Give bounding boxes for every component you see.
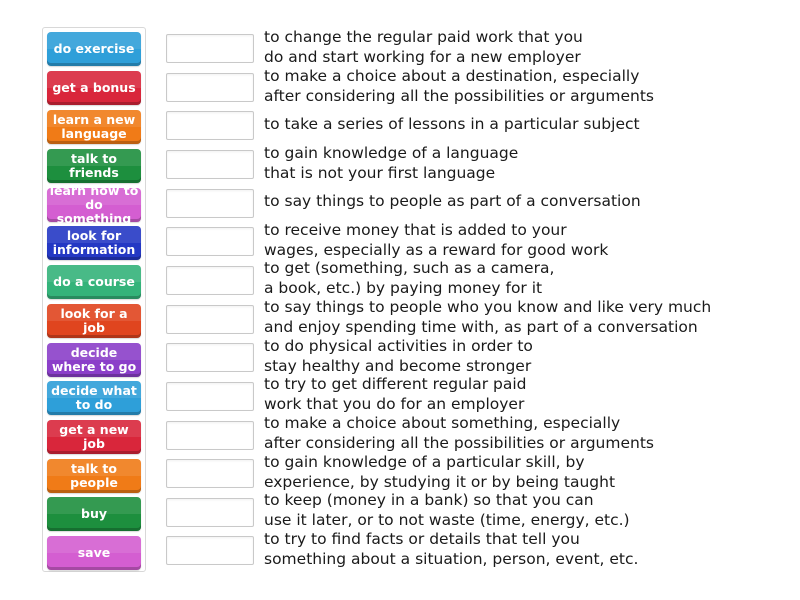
tile-buy[interactable] xyxy=(47,497,141,531)
definition-line: to make a choice about something, especially xyxy=(264,414,621,432)
definition-line: to make a choice about a destination, especially xyxy=(264,67,640,85)
definition-line: something about a situation, person, event, etc. xyxy=(264,549,639,568)
definition-line: after considering all the possibilities or arguments xyxy=(264,86,654,105)
definition-line: do and start working for a new employer xyxy=(264,47,581,66)
definition-line: work that you do for an employer xyxy=(264,394,525,413)
definition-line: to keep (money in a bank) so that you can xyxy=(264,491,594,509)
definition-7 xyxy=(264,259,784,298)
definition-line: to try to get different regular paid xyxy=(264,375,527,393)
drop-box-5[interactable] xyxy=(166,189,254,218)
definition-line: to do physical activities in order to xyxy=(264,337,533,355)
definition-14 xyxy=(264,530,784,569)
tile-decide-where-to-go[interactable] xyxy=(47,343,141,377)
definition-8 xyxy=(264,298,784,337)
tile-label: save xyxy=(77,545,111,560)
definition-line: to gain knowledge of a particular skill, by xyxy=(264,453,585,471)
definition-line: use it later, or to not waste (time, energy, etc.) xyxy=(264,510,630,529)
definition-line: to receive money that is added to your xyxy=(264,221,567,239)
definition-line: to get (something, such as a camera, xyxy=(264,259,555,277)
definition-line: to say things to people as part of a conversation xyxy=(264,192,641,210)
drop-box-7[interactable] xyxy=(166,266,254,295)
tile-label: learn how to do something xyxy=(49,183,139,226)
definition-line: to say things to people who you know and like very much xyxy=(264,298,712,316)
tile-save[interactable] xyxy=(47,536,141,570)
definition-12 xyxy=(264,453,784,492)
definition-line: experience, by studying it or by being taught xyxy=(264,472,616,491)
tile-label: look for a job xyxy=(60,306,128,335)
tile-label: do a course xyxy=(53,274,135,289)
drop-box-9[interactable] xyxy=(166,343,254,372)
drop-box-6[interactable] xyxy=(166,227,254,256)
drop-box-13[interactable] xyxy=(166,498,254,527)
tile-look-for-information[interactable] xyxy=(47,226,141,260)
tile-label: decide where to go xyxy=(51,345,137,374)
drop-box-8[interactable] xyxy=(166,305,254,334)
tile-label: buy xyxy=(81,506,107,521)
drop-box-4[interactable] xyxy=(166,150,254,179)
definition-3 xyxy=(264,115,784,135)
drop-box-1[interactable] xyxy=(166,34,254,63)
tile-get-a-new-job[interactable] xyxy=(47,420,141,454)
tile-decide-what-to-do[interactable] xyxy=(47,381,141,415)
tile-get-a-bonus[interactable] xyxy=(47,71,141,105)
tile-learn-how-to-do-something[interactable] xyxy=(47,183,141,226)
tile-label: do exercise xyxy=(53,41,135,56)
drop-box-11[interactable] xyxy=(166,421,254,450)
tile-label: talk to friends xyxy=(69,151,119,180)
drop-box-10[interactable] xyxy=(166,382,254,411)
drop-box-3[interactable] xyxy=(166,111,254,140)
definition-6 xyxy=(264,221,784,260)
tile-label: get a bonus xyxy=(52,80,136,95)
tile-label: learn a new language xyxy=(52,112,136,141)
drop-box-12[interactable] xyxy=(166,459,254,488)
definition-line: stay healthy and become stronger xyxy=(264,356,532,375)
definition-line: and enjoy spending time with, as part of a conversation xyxy=(264,317,698,336)
definition-13 xyxy=(264,491,784,530)
answer-tiles-panel xyxy=(42,27,146,572)
definition-11 xyxy=(264,414,784,453)
definition-2 xyxy=(264,67,784,106)
definition-line: to try to find facts or details that tell you xyxy=(264,530,580,548)
definition-4 xyxy=(264,144,784,183)
tile-label: look for information xyxy=(52,228,136,257)
definition-line: after considering all the possibilities or arguments xyxy=(264,433,654,452)
tile-learn-a-new-language[interactable] xyxy=(47,110,141,144)
tile-talk-to-people[interactable] xyxy=(47,459,141,493)
tile-do-a-course[interactable] xyxy=(47,265,141,299)
definition-line: to take a series of lessons in a particular subject xyxy=(264,115,640,133)
drop-box-14[interactable] xyxy=(166,536,254,565)
definition-10 xyxy=(264,375,784,414)
tile-label: decide what to do xyxy=(51,383,137,412)
tile-label: get a new job xyxy=(59,422,129,451)
tile-do-exercise[interactable] xyxy=(47,32,141,66)
drop-box-2[interactable] xyxy=(166,73,254,102)
definition-line: to gain knowledge of a language xyxy=(264,144,519,162)
definition-5 xyxy=(264,192,784,212)
tile-talk-to-friends[interactable] xyxy=(47,149,141,183)
definition-line: a book, etc.) by paying money for it xyxy=(264,278,543,297)
definition-9 xyxy=(264,337,784,376)
tile-label: talk to people xyxy=(70,461,118,490)
definition-1 xyxy=(264,28,784,67)
tile-look-for-a-job[interactable] xyxy=(47,304,141,338)
definition-line: to change the regular paid work that you xyxy=(264,28,583,46)
definition-line: that is not your first language xyxy=(264,163,496,182)
definition-line: wages, especially as a reward for good work xyxy=(264,240,609,259)
